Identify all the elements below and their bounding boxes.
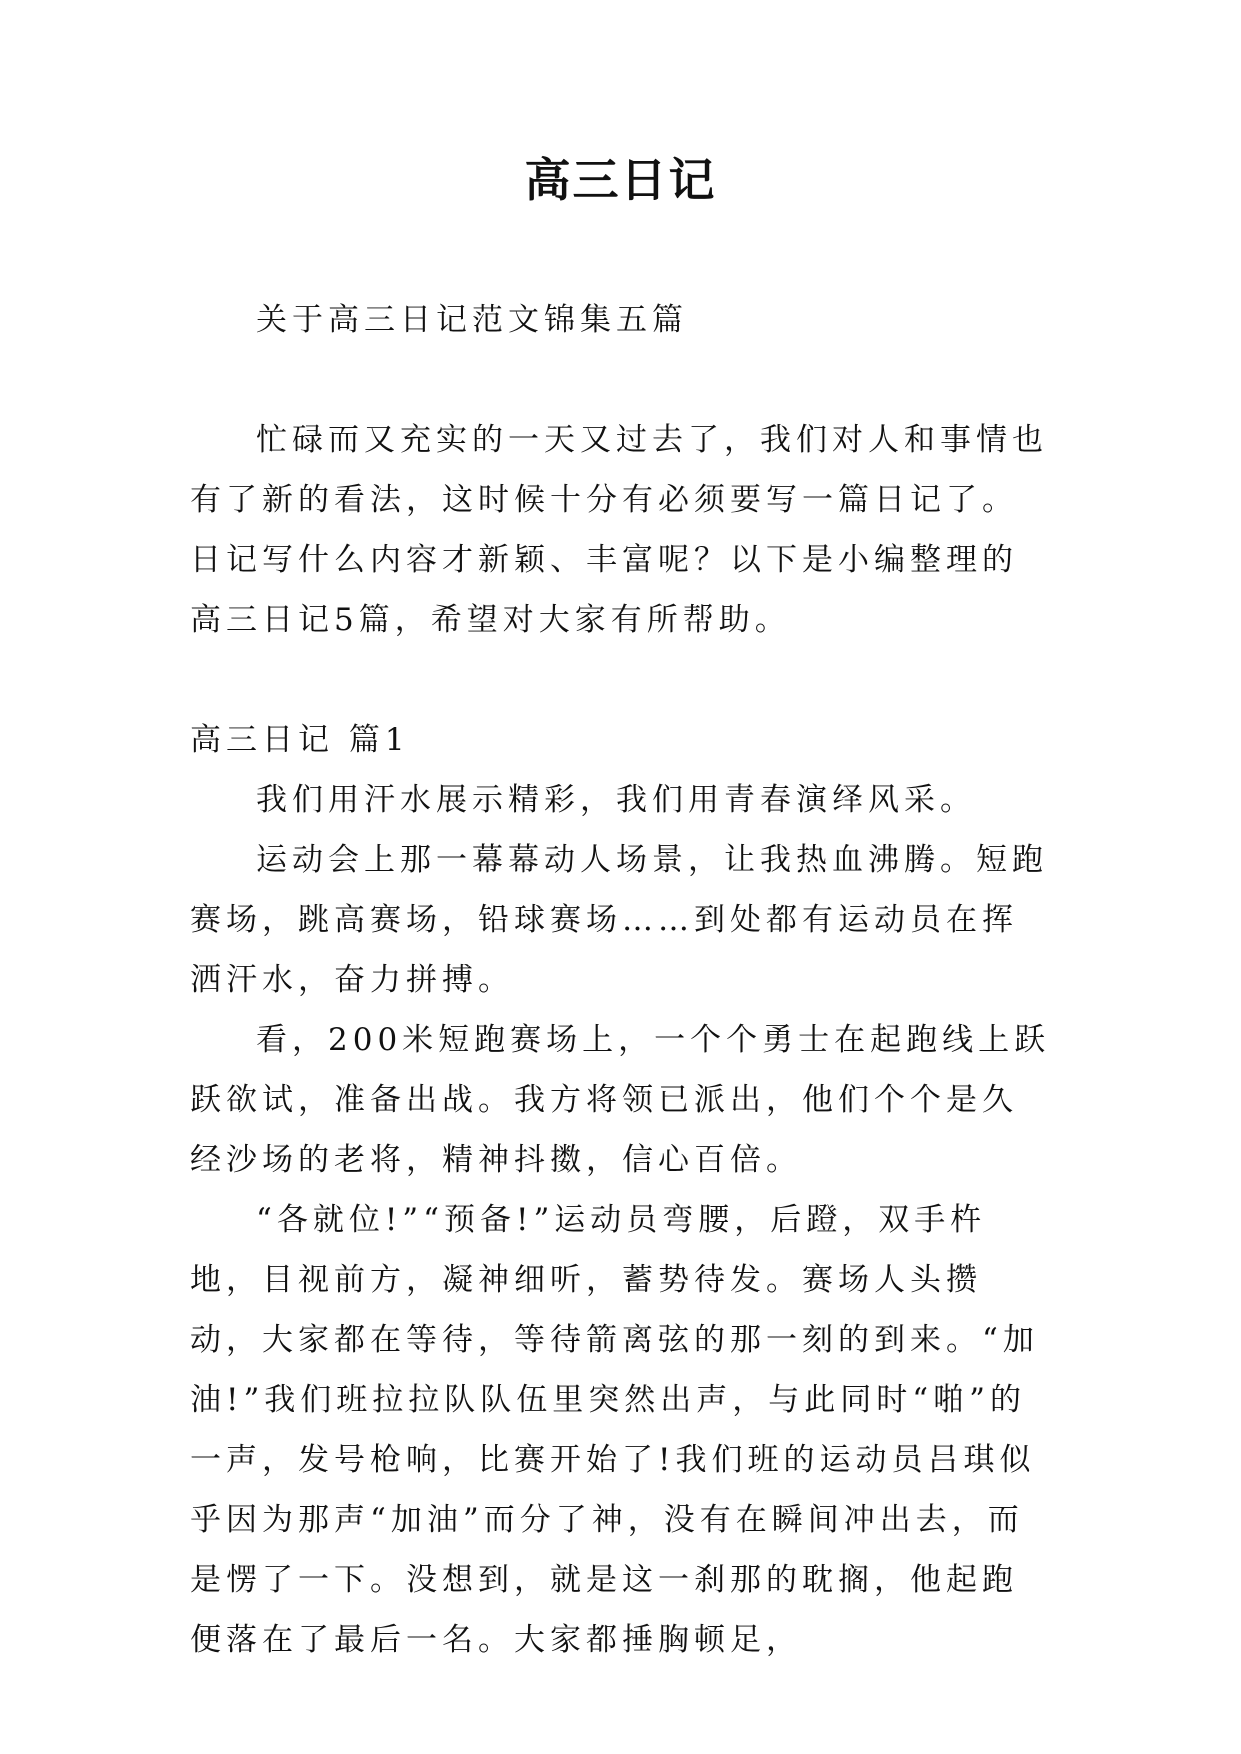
body-paragraph: “各就位!”“预备!”运动员弯腰，后蹬，双手杵地，目视前方，凝神细听，蓄势待发。赛场人头攒动，大家都在等待，等待箭离弦的那一刻的到来。“加油!”我们班拉拉队队伍里突然出声，与此同时“啪”的一声，发号枪响，比赛开始了!我们班的运动员吕琪似乎因为那声“加油”而分了神，没有在瞬间冲出去，而是愣了一下。没想到，就是这一刹那的耽搁，他起跑便落在了最后一名。大家都捶胸顿足， [190,1202,1039,1658]
body-paragraph: 看，200米短跑赛场上，一个个勇士在起跑线上跃跃欲试，准备出战。我方将领已派出，他们个个是久经沙场的老将，精神抖擞，信心百倍。 [190,1022,1051,1178]
document-body [190,290,1052,1670]
section-heading: 高三日记 篇1 [190,722,410,758]
document-title: 高三日记 [524,153,717,207]
body-paragraph: 运动会上那一幕幕动人场景，让我热血沸腾。短跑赛场，跳高赛场，铅球赛场……到处都有运动员在挥洒汗水，奋力拼搏。 [190,842,1048,998]
intro-paragraph: 忙碌而又充实的一天又过去了，我们对人和事情也有了新的看法，这时候十分有必须要写一篇日记了。日记写什么内容才新颖、丰富呢？以下是小编整理的高三日记5篇，希望对大家有所帮助。 [190,422,1048,638]
document-subtitle: 关于高三日记范文锦集五篇 [256,302,688,338]
body-paragraph: 我们用汗水展示精彩，我们用青春演绎风采。 [256,782,976,818]
